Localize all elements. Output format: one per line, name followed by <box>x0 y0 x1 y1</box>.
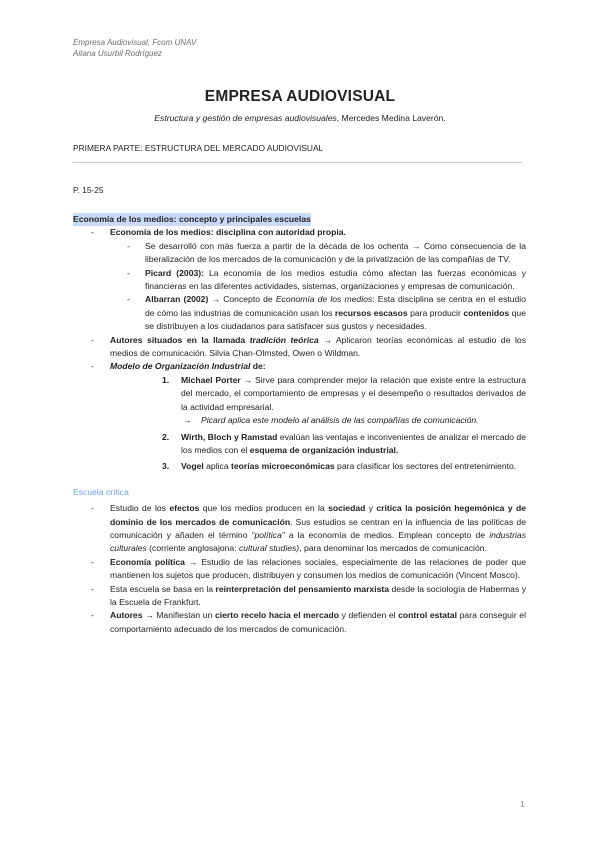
header-author: Aitana Usurbil Rodríguez <box>73 49 162 58</box>
item-text: que se distribuyen a los ciudadanos para satisfacer sus gustos y necesidades. <box>145 307 526 332</box>
dash-marker: - <box>127 240 130 251</box>
numbered-item <box>73 460 526 473</box>
item-text: desde la sociología de Habermas y la Escuela de Frankfurt. <box>110 583 526 607</box>
list-item <box>73 334 526 361</box>
item-text: → Aplicaron teorías económicas al estudio de los medios de comunicación. Silvia Chan-Olmsted, Owen o Wildman. <box>110 334 527 359</box>
item-bold: control estatal <box>398 610 458 621</box>
dash-marker: - <box>91 227 94 238</box>
arrow-icon: → <box>183 415 192 426</box>
item-text: → Sirve para comprender mejor la relación que existe entre la estructura del mercado, el comportamiento de empresas y el desempeño o resultados derivados de la actividad empresarial. <box>181 374 526 412</box>
dash-marker: - <box>127 267 130 278</box>
arrow-subitem <box>73 414 526 427</box>
item-text: → Concepto de <box>208 294 276 305</box>
numbered-item <box>73 431 526 458</box>
item-text: : Esta disciplina se centra en el estudio de cómo las industrias de comunicación usan los <box>145 294 526 318</box>
item-text: Economía de los medios: disciplina con autoridad propia. <box>110 227 346 238</box>
item-bold: Picard (2003): <box>145 267 204 278</box>
dash-marker: - <box>91 610 94 621</box>
running-header <box>73 37 196 59</box>
item-text: → Manifiestan un <box>142 610 215 621</box>
document-title: EMPRESA AUDIOVISUAL <box>204 88 396 105</box>
page-number: 1 <box>520 799 525 809</box>
dash-marker: - <box>91 583 94 594</box>
item-text: . Sus estudios se centran en la influencia de las políticas de comunicación y añaden el término <box>110 516 526 540</box>
numbered-item <box>73 374 526 414</box>
dash-marker: - <box>127 294 130 305</box>
item-bold: Wirth, Bloch y Ramstad <box>181 431 278 442</box>
item-italic: Economía de los medios <box>275 294 373 305</box>
item-text: para producir <box>407 307 464 318</box>
item-text: → Estudio de las relaciones sociales, especialmente de las relaciones de poder que mantienen los sujetos que producen, distribuyen y consumen los medios de comunicación (Vincent Mosco). <box>110 556 526 581</box>
dash-marker: - <box>91 503 94 514</box>
number-marker: 1. <box>162 374 170 385</box>
item-text: para clasificar los sectores del entretenimiento. <box>334 461 517 472</box>
item-bold: Economía política <box>110 556 185 567</box>
list-item <box>73 293 526 333</box>
list-item <box>73 556 526 583</box>
item-text: (corriente anglosajona: <box>146 543 239 554</box>
document-subtitle <box>0 112 600 125</box>
item-text: y defienden el <box>339 610 399 621</box>
item-text: aplica <box>203 461 231 472</box>
item-bold: sociedad <box>328 503 366 514</box>
list-item <box>73 502 526 556</box>
section-heading-economia: Economía de los medios: concepto y principales escuelas <box>73 213 311 226</box>
item-bold: cierto recelo hacia el mercado <box>214 610 339 621</box>
item-italic: industrias culturales <box>110 529 526 554</box>
item-italic: “política” <box>251 529 285 540</box>
item-bold: Autores <box>110 610 143 621</box>
item-text: La economía de los medios estudia cómo afectan las fuerzas económicas y financieras en las diferentes actividades, sistemas, organizaciones y empresas de comunicación. <box>145 267 526 292</box>
main-content <box>73 213 526 636</box>
number-marker: 3. <box>162 461 170 472</box>
item-text: Esta escuela se basa en la <box>110 583 216 594</box>
item-bold: Vogel <box>181 461 204 472</box>
item-text: Se desarrolló con más fuerza a partir de la década de los ochenta → Como consecuencia de la liberalización de los mercados de la comunicación y de la privatización de las compañías de TV. <box>145 240 526 265</box>
item-bold-italic: tradición teórica <box>249 334 319 345</box>
item-text: Picard aplica este modelo al análisis de las compañías de comunicación. <box>201 415 479 426</box>
item-text: y <box>365 503 377 514</box>
item-text: evalúan las ventajas e inconvenientes de analizar el mercado de los medios con el <box>181 431 526 455</box>
item-text: Estudio de los <box>110 503 170 514</box>
section-heading-escuela-critica: Escuela crítica <box>73 486 129 497</box>
item-bold: recursos escasos <box>334 307 408 318</box>
list-item <box>73 360 526 373</box>
part-heading: PRIMERA PARTE: ESTRUCTURA DEL MERCADO AUDIOVISUAL <box>73 143 324 153</box>
dash-marker: - <box>91 556 94 567</box>
item-text: que los medios producen en la <box>199 503 329 514</box>
item-bold: contenidos <box>463 307 510 318</box>
item-bold: esquema de organización industrial. <box>249 444 399 455</box>
list-item <box>73 226 526 239</box>
dash-marker: - <box>91 361 94 372</box>
list-item <box>73 583 526 610</box>
item-text: para conseguir el comportamiento adecuado de los mercados de comunicación. <box>110 610 526 634</box>
item-bold: Autores situados en la llamada <box>110 334 250 345</box>
horizontal-rule <box>73 162 522 163</box>
list-item <box>73 240 526 267</box>
subtitle-author: , Mercedes Medina Laverón. <box>336 113 446 123</box>
item-bold: Albarran (2002) <box>145 294 209 305</box>
item-text: , para denominar los mercados de comunicación. <box>299 543 487 554</box>
item-bold-italic: Modelo de Organización Industrial <box>110 361 251 372</box>
item-bold: Michael Porter <box>181 374 241 385</box>
item-bold: teorías microeconómicas <box>231 461 335 472</box>
number-marker: 2. <box>162 431 170 442</box>
item-italic: cultural studies) <box>238 543 300 554</box>
item-bold: efectos <box>169 503 200 514</box>
item-bold: critica la posición hegemónica y de dominio de los mercados de comunicación <box>110 503 526 527</box>
item-text: a la economía de medios. Emplean concepto de <box>284 529 490 540</box>
header-course: Empresa Audiovisual, Fcom UNAV <box>73 38 197 47</box>
dash-marker: - <box>91 334 94 345</box>
page-range: P. 15-25 <box>73 185 104 195</box>
item-bold: de: <box>250 361 266 372</box>
list-item <box>73 267 526 294</box>
subtitle-book: Estructura y gestión de empresas audiovisuales <box>154 113 337 123</box>
list-item <box>73 609 526 636</box>
item-bold: reinterpretación del pensamiento marxista <box>215 583 390 594</box>
